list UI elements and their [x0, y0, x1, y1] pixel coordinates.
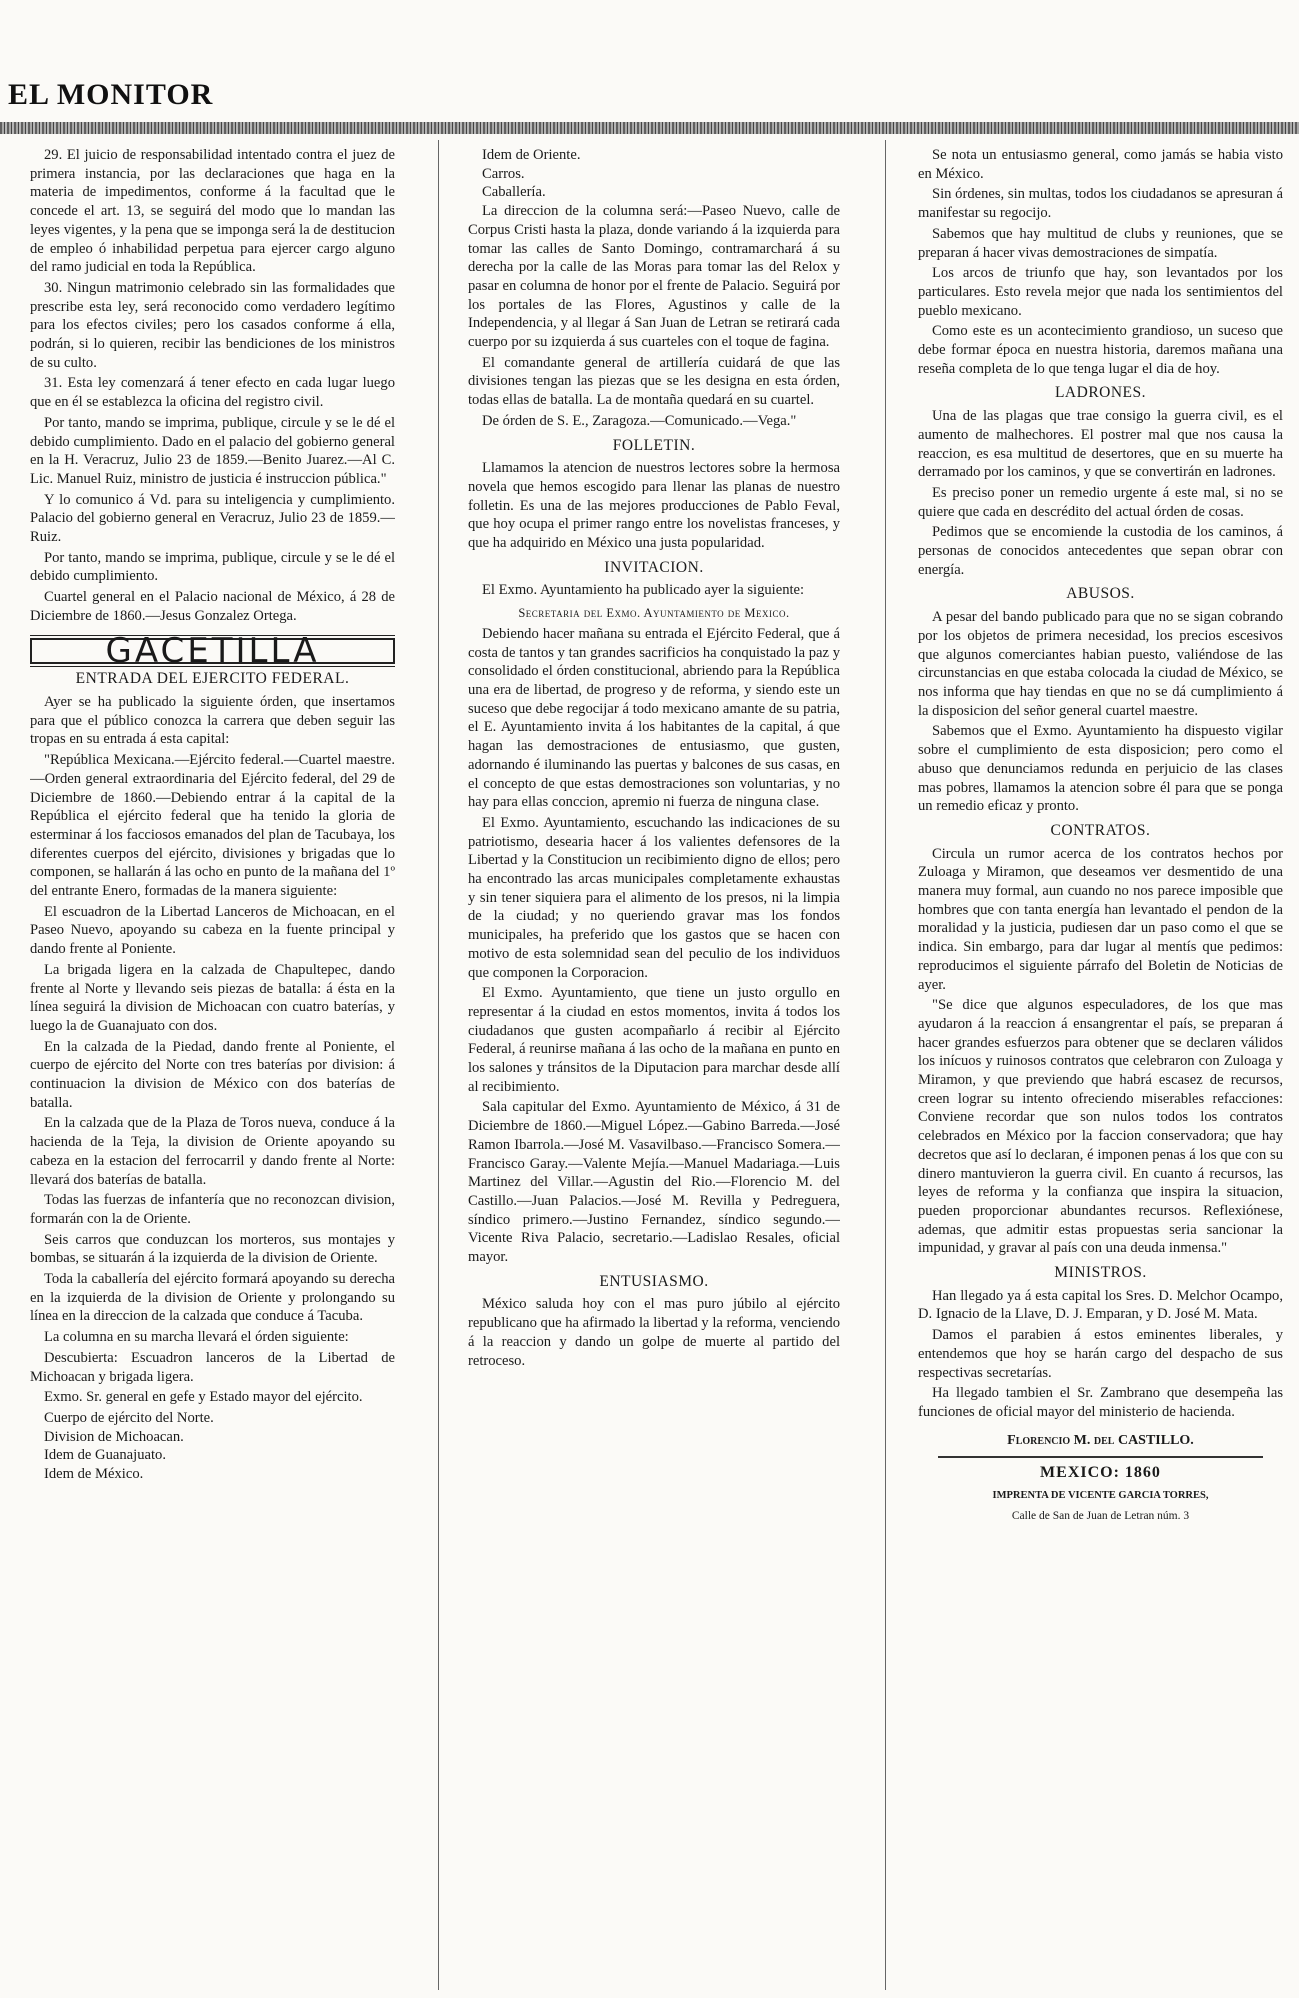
paragraph: Han llegado ya á esta capital los Sres. D. Melchor Ocampo, D. Ignacio de la Llave, D. J. Emparan, y D. José M. Mata. [918, 1287, 1283, 1323]
paragraph: En la calzada de la Piedad, dando frente al Poniente, el cuerpo de ejército del Norte con tres baterías por division: á continuacion la division de México con dos baterías de batalla. [30, 1038, 395, 1111]
paragraph: Cuartel general en el Palacio nacional de México, á 28 de Diciembre de 1860.—Jesus Gonzalez Ortega. [30, 589, 395, 624]
section-heading: ABUSOS. [1066, 585, 1135, 603]
paragraph: De órden de S. E., Zaragoza.—Comunicado.—Vega." [482, 412, 797, 429]
section-heading: CONTRATOS. [1050, 821, 1151, 839]
paragraph: El Exmo. Ayuntamiento, escuchando las indicaciones de su patriotismo, desearia hacer á los valientes defensores de la Libertad y la Constitucion un recibimiento digno de ellos; pero ha encontrado las arcas municipales completamente exhaustas y sin tener siquiera para el alimento de los presos, ni la limpia de la ciudad; y no queriendo gravar mas los fondos municipales, ha preferido que los gastos que se hacen con motivo de esta solemnidad sean del peculio de los individuos que componen la Corporacion. [468, 814, 840, 981]
paragraph: El escuadron de la Libertad Lanceros de Michoacan, en el Paseo Nuevo, apoyando su cabeza en la fuente principal y dando frente al Poniente. [30, 903, 395, 958]
section-heading: FOLLETIN. [612, 436, 696, 454]
paragraph: En la calzada que de la Plaza de Toros nueva, conduce á la hacienda de la Teja, la division de Oriente apoyando su cabeza en la estacion del ferrocarril y dando frente al Norte: llevará dos baterías de batalla. [30, 1115, 395, 1188]
list-item: Idem de México. [44, 1466, 144, 1483]
signature: Florencio M. del CASTILLO. [1007, 1432, 1194, 1448]
section-heading: LADRONES. [1054, 384, 1147, 402]
paragraph: La brigada ligera en la calzada de Chapultepec, dando frente al Norte y llevando seis piezas de batalla: á ésta en la línea seguirá la division de Michoacan con cuatro baterías, y luego la de Guanajuato con dos. [30, 961, 395, 1034]
masthead: EL MONITOR [8, 78, 214, 111]
paragraph: La columna en su marcha llevará el órden siguiente: [44, 1329, 349, 1346]
column-divider [438, 140, 439, 1990]
paragraph: Una de las plagas que trae consigo la guerra civil, es el aumento de malhechores. El postrer mal que nos causa la reaccion, es esa multitud de desertores, que en su muerte ha derramado por los caminos, y que se convertirán en ladrones. [918, 408, 1283, 481]
list-item: Idem de Oriente. [482, 147, 581, 163]
paragraph: Por tanto, mando se imprima, publique, circule y se le dé el debido cumplimiento. Dado en el palacio del gobierno general en la H. Veracruz, Julio 23 de 1859.—Benito Juarez.—Al C. Lic. Manuel Ruiz, ministro de justicia é instruccion pública." [30, 414, 395, 487]
article-31: 31. Esta ley comenzará á tener efecto en cada lugar luego que en él se establezca la oficina del registro civil. [30, 375, 395, 411]
paragraph: México saluda hoy con el mas puro júbilo al ejército republicano que ha afirmado la libertad y la reforma, venciendo á la reaccion y dando un golpe de muerte al partido del retroceso. [468, 1296, 840, 1369]
imprint-city: MEXICO: 1860 [1040, 1464, 1161, 1482]
paragraph: Sin órdenes, sin multas, todos los ciudadanos se apresuran á manifestar su regocijo. [918, 186, 1283, 222]
column-2 [468, 146, 840, 1991]
paragraph: El comandante general de artillería cuidará de que las divisiones tengan las piezas que se les designa en esta órden, todas ellas de batalla. La de montaña quedará en su cuartel. [468, 354, 840, 409]
paragraph: Toda la caballería del ejército formará apoyando su derecha en la izquierda de la division de Oriente y prolongando su línea en la direccion de la calzada que conduce á Tacuba. [30, 1271, 395, 1325]
list-item: Cuerpo de ejército del Norte. [44, 1410, 214, 1426]
paragraph: Pedimos que se encomiende la custodia de los caminos, á personas de conocidos antecedentes que sepan obrar con energía. [918, 524, 1283, 578]
paragraph: Y lo comunico á Vd. para su inteligencia y cumplimiento. Palacio del gobierno general en Veracruz, Julio 23 de 1859.—Ruiz. [30, 491, 395, 546]
article-29: 29. El juicio de responsabilidad intentado contra el juez de primera instancia, por las declaraciones que haga en la materia de impedimentos, conforme á la facultad que le concede el art. 13, se seguirá del modo que lo mandan las leyes vigentes, y la pena que se imponga será la de destitucion de empleo ó inhabilidad perpetua para ejercer cargo alguno del ramo judicial en toda la República. [30, 147, 395, 276]
section-heading: ENTUSIASMO. [599, 1272, 709, 1290]
divider [938, 1456, 1263, 1458]
paragraph: Los arcos de triunfo que hay, son levantados por los particulares. Esto revela mejor que nada los sentimientos del pueblo mexicano. [918, 265, 1283, 319]
imprint-address: Calle de San de Juan de Letran núm. 3 [1011, 1509, 1190, 1522]
masthead-rule [0, 122, 1299, 134]
paragraph: La direccion de la columna será:—Paseo Nuevo, calle de Corpus Cristi hasta la plaza, donde variando á la izquierda para tomar las calles de Santo Domingo, contramarchará á su derecha por la calle de las Moras para tomar las del Relox y pasar en columna de honor por el frente de Palacio. Seguirá por los portales de las Flores, Agustinos y calle de la Independencia, y al llegar á San Juan de Letran se retirará cada cuerpo por su izquierda á sus cuarteles con el toque de fagina. [468, 203, 840, 351]
paragraph: Por tanto, mando se imprima, publique, circule y se le dé el debido cumplimiento. [30, 549, 395, 585]
column-1 [30, 146, 395, 1991]
paragraph: Todas las fuerzas de infantería que no reconozcan division, formarán con la de Oriente. [30, 1192, 395, 1227]
paragraph: Como este es un acontecimiento grandioso, un suceso que debe formar época en nuestra historia, daremos mañana una reseña completa de lo que tenga lugar el dia de hoy. [918, 323, 1283, 377]
paragraph: Sabemos que el Exmo. Ayuntamiento ha dispuesto vigilar sobre el cumplimiento de esta disposicion; pero como el abuso que denunciamos redunda en perjuicio de las clases mas pobres, llamamos la atencion sobre él para que se ponga un remedio eficaz y pronto. [918, 723, 1283, 815]
paragraph: Ha llegado tambien el Sr. Zambrano que desempeña las funciones de oficial mayor del ministerio de hacienda. [918, 1385, 1283, 1420]
column-3 [918, 146, 1283, 1991]
paragraph: Descubierta: Escuadron lanceros de la Libertad de Michoacan y brigada ligera. [30, 1349, 395, 1385]
paragraph: "República Mexicana.—Ejército federal.—Cuartel maestre.—Orden general extraordinaria del Ejército federal, del 29 de Diciembre de 1860.—Debiendo entrar á la capital de la República el ejército federal que ha tenido la gloria de esterminar á los facciosos emanados del plan de Tacubaya, los diferentes cuerpos del ejército, divisiones y brigadas que lo componen, se hallarán á las ocho en punto de la mañana del 1º del entrante Enero, formadas de la manera siguiente: [30, 752, 395, 900]
paragraph: Sabemos que hay multitud de clubs y reuniones, que se preparan á hacer vivas demostraciones de simpatía. [918, 225, 1283, 261]
paragraph: A pesar del bando publicado para que no se sigan cobrando por los objetos de primera necesidad, los precios escesivos que algunos comerciantes habian puesto, valiéndose de las circunstancias en que estaba colocada la ciudad de México, se nos informa que hay tiendas en que no se dá cumplimiento á la disposicion del señor general cuartel maestre. [918, 609, 1283, 719]
section-heading: ENTRADA DEL EJERCITO FEDERAL. [75, 670, 350, 688]
section-banner: GACETILLA [30, 638, 395, 665]
list-item: Idem de Guanajuato. [44, 1447, 166, 1464]
article-30: 30. Ningun matrimonio celebrado sin las formalidades que prescribe esta ley, será reconocido como verdadero legítimo para los efectos civiles; pero los casados conforme á ella, podrán, si lo quieren, recibir las bendiciones de los ministros de su culto. [30, 279, 395, 371]
paragraph: El Exmo. Ayuntamiento, que tiene un justo orgullo en representar á la ciudad en estos momentos, invita á todos los ciudadanos que gusten acompañarlo á recibir al Ejército Federal, á reunirse mañana á las ocho de la mañana en punto en los salones y tránsitos de la Diputacion para marchar desde allí al recibimiento. [468, 985, 840, 1095]
column-divider [885, 140, 886, 1990]
paragraph: Debiendo hacer mañana su entrada el Ejército Federal, que á costa de tantos y tan grandes sacrificios ha conquistado la paz y consolidado el órden constitucional, abriendo para la República una era de libertad, de progreso y de reforma, y siendo este un suceso que debe regocijar á todo mexicano amante de su patria, el E. Ayuntamiento invita á los habitantes de la capital, á que hagan las demostraciones de entusiasmo, que gusten, adornando é iluminando las puertas y balcones de sus casas, en el concepto de que estas demostraciones son voluntarias, y no hay para ellas conccion, apremio ni fuerza de ninguna clase. [468, 625, 840, 811]
paragraph: Ayer se ha publicado la siguiente órden, que insertamos para que el público conozca la carrera que deben seguir las tropas en su entrada á esta capital: [30, 693, 395, 748]
list-item: Division de Michoacan. [44, 1428, 184, 1445]
paragraph: Damos el parabien á estos eminentes liberales, y entendemos que hoy se harán cargo del despacho de sus respectivas secretarías. [918, 1327, 1283, 1381]
paragraph: Es preciso poner un remedio urgente á este mal, si no se quiere que cada en descrédito del actual órden de cosas. [918, 484, 1283, 520]
paragraph: Seis carros que conduzcan los morteros, sus montajes y bombas, se situarán á la izquierda de la division de Oriente. [30, 1231, 395, 1267]
paragraph: Se nota un entusiasmo general, como jamás se habia visto en México. [918, 147, 1283, 182]
paragraph: "Se dice que algunos especuladores, de los que mas ayudaron á la reaccion á ensangrentar el país, se preparan á hacer grandes esfuerzos para obtener que se declaren válidos los inícuos y ruinosos contratos que celebraron con Zuloaga y Miramon, y que previendo que habrá escasez de recursos, creen lograr su intento ofreciendo miserables refacciones: Conviene recordar que son nulos todos los contratos celebrados en México por la faccion conservadora; que hay decretos que así lo declaran, é imponen penas á los que con su dinero mantuvieron la guerra civil. En cuanto á recursos, las leyes de reforma y la confianza que inspira la situacion, pueden proporcionar abundantes recursos. Reflexiónese, ademas, que admitir estas propuestas seria sancionar la impunidad, y gravar al país con una deuda inmensa." [918, 997, 1283, 1257]
paragraph: Sala capitular del Exmo. Ayuntamiento de México, á 31 de Diciembre de 1860.—Miguel López.—Gabino Barreda.—José Ramon Ibarrola.—José M. Vasavilbaso.—Francisco Somera.—Francisco Garay.—Valente Mejía.—Manuel Madariaga.—Luis Martinez del Villar.—Agustin del Rio.—Florencio M. del Castillo.—Juan Palacios.—José M. Revilla y Pedreguera, síndico primero.—Justino Fernandez, síndico segundo.—Vicente Riva Palacio, secretario.—Ladislao Resales, oficial mayor. [468, 1099, 840, 1266]
section-heading: MINISTROS. [1054, 1264, 1147, 1282]
paragraph: Circula un rumor acerca de los contratos hechos por Zuloaga y Miramon, que deseamos ver desmentido de una manera muy formal, aun cuando no nos parece imposible que hombres que con tanta energía han levantado el pendon de la moralidad y la justicia, pudiesen dar un paso como el que se indica. Sin embargo, para dar lugar al mentís que pedimos: reproducimos el siguiente párrafo del Boletin de Noticias de ayer. [918, 845, 1283, 993]
paragraph: Llamamos la atencion de nuestros lectores sobre la hermosa novela que hemos escogido para llenar las planas de nuestro folletin. Es una de las mejores producciones de Pablo Feval, que hoy ocupa el primer rango entre los novelistas franceses, y que ha adquirido en México una justa popularidad. [468, 460, 840, 552]
list-item: Carros. [482, 165, 525, 182]
imprint-press: IMPRENTA DE VICENTE GARCIA TORRES, [992, 1490, 1209, 1502]
subheading: Secretaria del Exmo. Ayuntamiento de Mexico. [518, 606, 790, 621]
paragraph: Exmo. Sr. general en gefe y Estado mayor del ejército. [44, 1389, 363, 1406]
section-heading: INVITACION. [604, 558, 704, 576]
paragraph: El Exmo. Ayuntamiento ha publicado ayer la siguiente: [482, 582, 805, 599]
list-item: Caballería. [482, 184, 546, 201]
